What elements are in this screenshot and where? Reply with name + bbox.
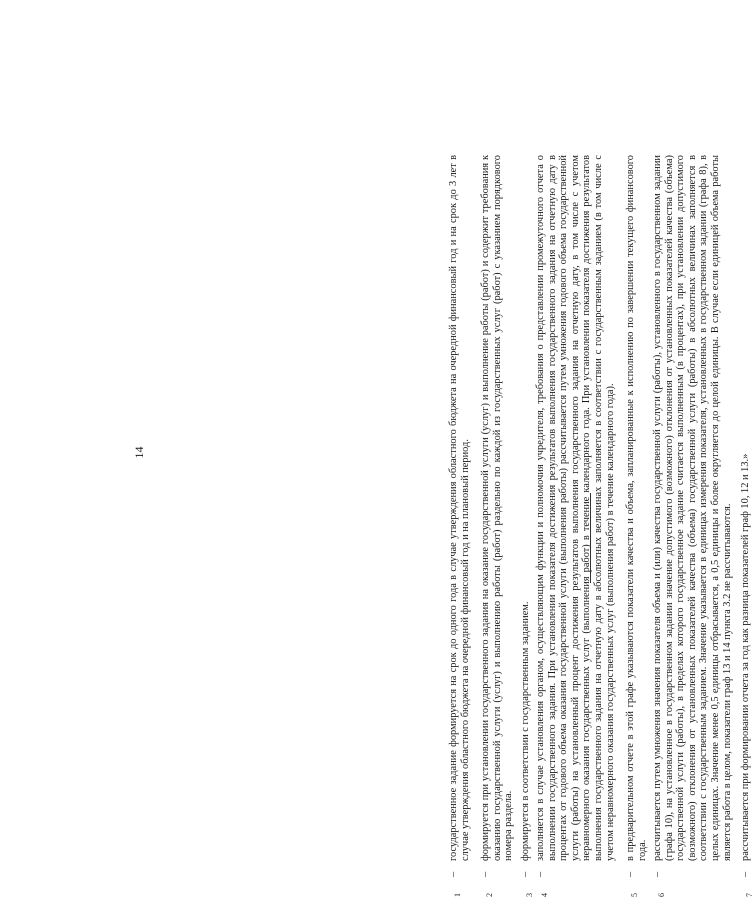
footnote-text: государственное задание формируется на срок до одного года в случае утверждения областного бюджета на очередной финансовый год и на срок до 3 лет в случае утверждения областного бюджета на очередной финансовый год и на плановый период.: [448, 155, 471, 861]
footnote-number: 7: [745, 893, 754, 897]
footnote-dash: –: [480, 871, 491, 877]
footnote-text: рассчитывается путем умножения значения показателя объема и (или) качества государственной услуги (работы), установленного в государственном задании (графа 10), на установленное в государственном задании значение допустимого (возможного) отклонения от установленных показателей качества (объема) государственной услуги (работы), в пределах которого государственное задание считается выполненным (в процентах), при установлении допустимого (возможного) отклонения от установленных показателей качества (объема) государственной услуги (работы) в абсолютных величинах заполняется в соответствии с государственным заданием. Значение указывается в единицах измерения показателя, установленных в государственном задании (графа 8), в целых единицах. Значение менее 0,5 единицы отбрасывается, а 0,5 единицы и более округляется до целой единицы. В случае если единицей объема работы является работа в целом, показатели граф 13 и 14 пункта 3.2 не рассчитываются.: [652, 155, 733, 861]
footnote-dash: –: [652, 871, 663, 877]
footnote-text: в предварительном отчете в этой графе указываются показатели качества и объема, запланированные к исполнению по завершении текущего финансового года.: [625, 155, 648, 861]
footnote-dash: –: [740, 871, 751, 877]
footnote-1: [448, 155, 471, 897]
footnote-text: формируется в соответствии с государственным заданием.: [520, 601, 531, 861]
footnote-number: 3: [525, 893, 534, 897]
footnote-number: 1: [453, 893, 462, 897]
footnote-6: [652, 155, 733, 897]
footnote-2: [480, 155, 515, 897]
footnote-text: формируется при установлении государственного задания на оказание государственной услуги (услуг) и выполнение работы (работ) и содержит требования к оказанию государственной услуги (услуг) и выполнению работы (работ) раздельно по каждой из государственных услуг (работ) с указанием порядкового номера раздела.: [480, 155, 515, 861]
footnote-number: 2: [485, 893, 494, 897]
footnote-number: 5: [630, 893, 639, 897]
footnote-text: рассчитывается при формировании отчета за год как разница показателей граф 10, 12 и 13.»: [740, 453, 751, 861]
footnote-number: 4: [540, 893, 549, 897]
page-number: 14: [132, 446, 146, 459]
footnote-text: заполняется в случае установления органом, осуществляющим функции и полномочия учредителя, требования о представлении промежуточного отчета о выполнении государственного задания. При установлении показателя достижения результатов выполнения государственного задания на отчетную дату в процентах от годового объема оказания государственной услуги (выполнения работы) рассчитывается путем умножения годового объема государственной услуги (работы) на установленный процент достижения результатов выполнения государственного задания на отчетную дату, в том числе с учетом неравномерного оказания государственных услуг (выполнения работ) в течение календарного года. При установлении показателя достижения результатов выполнения государственного задания на отчетную дату в абсолютных величинах заполняется в соответствии с государственным заданием (в том числе с учетом неравномерного оказания государственных услуг (выполнения работ) в течение календарного года).: [535, 155, 616, 861]
footnote-4: [535, 155, 616, 897]
footnote-dash: –: [625, 871, 636, 877]
footnote-7: [740, 155, 756, 897]
footnote-dash: –: [535, 871, 546, 877]
end-rule: [590, 493, 591, 583]
footnote-dash: –: [448, 871, 459, 877]
footnote-number: 6: [657, 893, 666, 897]
footnote-3: [520, 155, 536, 897]
footnote-dash: –: [520, 871, 531, 877]
footnote-5: [625, 155, 648, 897]
